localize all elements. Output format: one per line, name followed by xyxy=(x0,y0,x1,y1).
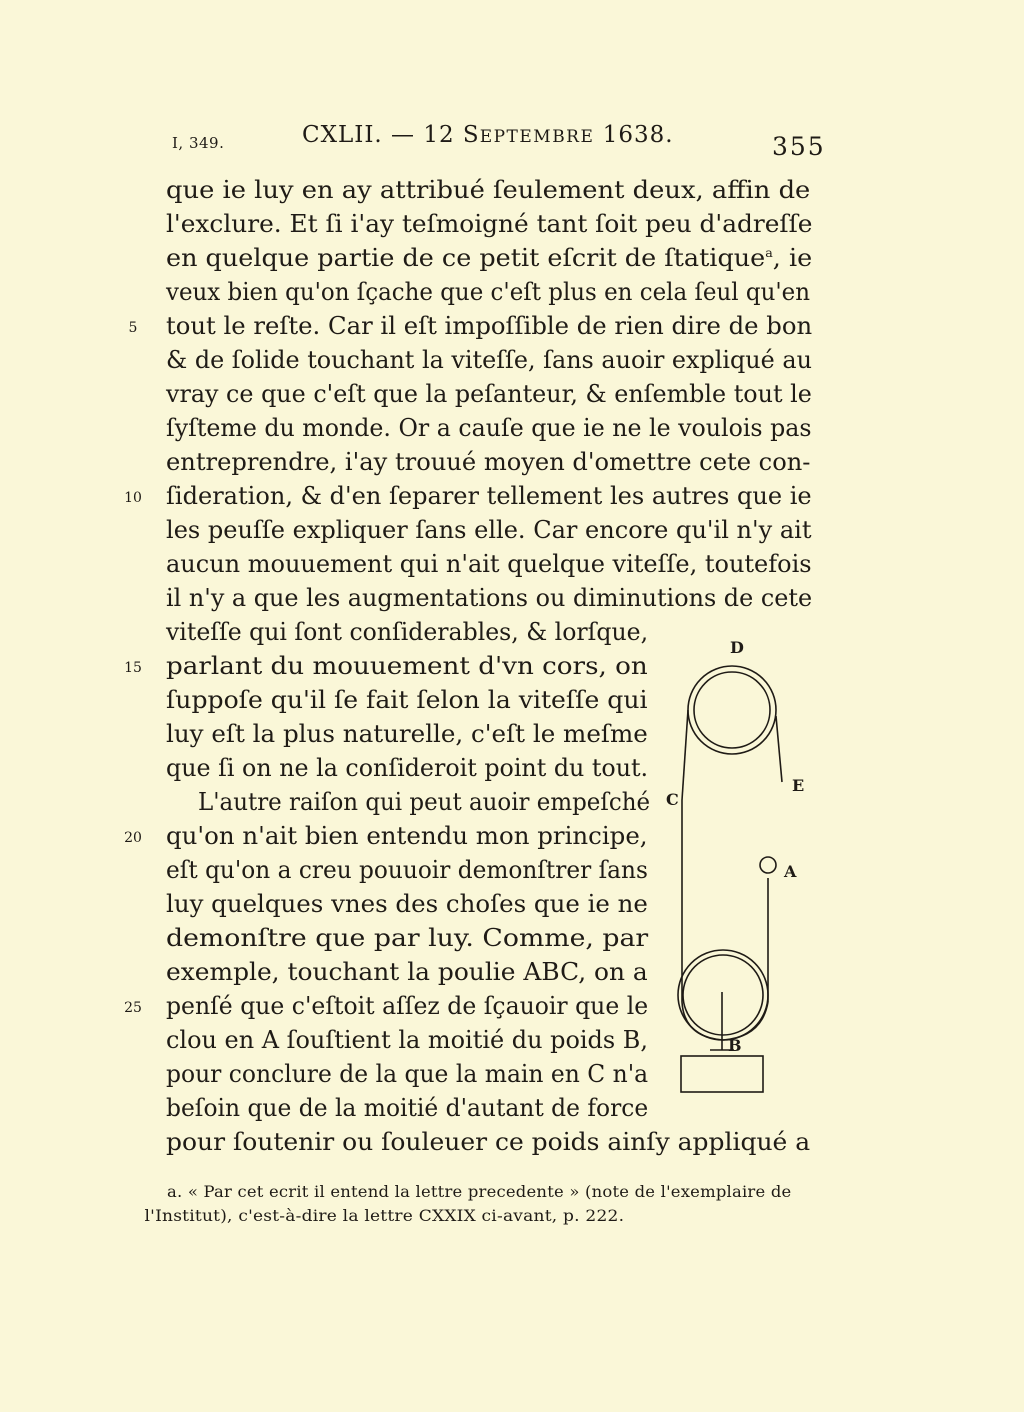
text-line: pour ſoutenir ou ſouleuer ce poids ainſy appliqué a xyxy=(166,1128,811,1156)
heading-year: 1638. xyxy=(594,122,674,148)
edition-reference: I, 349. xyxy=(172,134,225,152)
nail-a xyxy=(760,857,776,873)
text-line: beſoin que de la moitié d'autant de force xyxy=(166,1094,649,1122)
text-line: ſuppoſe qu'il ſe fait ſelon la viteſſe qui xyxy=(166,686,648,714)
text-line: luy quelques vnes des choſes que ie ne xyxy=(166,890,648,918)
page-number: 355 xyxy=(772,132,826,161)
label-e: E xyxy=(792,776,805,795)
text-line: ſideration, & d'en ſeparer tellement les autres que ie xyxy=(166,482,812,510)
text-line: qu'on n'ait bien entendu mon principe, xyxy=(166,822,648,850)
label-a: A xyxy=(784,862,797,881)
line-number: 20 xyxy=(124,830,142,846)
text-line: & de ſolide touchant la viteſſe, ſans auoir expliqué au xyxy=(166,346,812,374)
text-line: aucun mouuement qui n'ait quelque viteſſe, toutefois xyxy=(166,550,812,578)
text-line: demonſtre que par luy. Comme, par xyxy=(166,924,649,952)
text-line: luy eſt la plus naturelle, c'eſt le meſme xyxy=(166,720,648,748)
heading-month: EPTEMBRE xyxy=(479,127,595,147)
text-line: vray ce que c'eſt que la peſanteur, & enſemble tout le xyxy=(166,380,812,408)
label-c: C xyxy=(666,790,679,809)
upper-pulley-outer xyxy=(688,666,776,754)
lower-pulley-inner xyxy=(683,955,763,1035)
line-text: en quelque partie de ce petit eſcrit de ſtatique xyxy=(166,244,766,272)
text-line: que ſi on ne la conſideroit point du tout. xyxy=(166,754,649,782)
text-line: exemple, touchant la poulie ABC, on a xyxy=(166,958,648,986)
footnote-line: l'Institut), c'est-à-dire la lettre CXXIX ci-avant, p. 222. xyxy=(144,1207,625,1225)
text-line: il n'y a que les augmentations ou diminutions de cete xyxy=(166,584,813,612)
weight-b xyxy=(681,1056,763,1092)
upper-pulley-inner xyxy=(694,672,770,748)
text-line: veux bien qu'on ſçache que c'eſt plus en cela ſeul qu'en xyxy=(166,278,810,306)
footnote-marker: a xyxy=(765,246,773,260)
text-line: viteſſe qui ſont conſiderables, & lorſque, xyxy=(166,618,649,646)
text-line: entreprendre, i'ay trouué moyen d'omettre cete con- xyxy=(166,448,811,476)
text-line: ſyſteme du monde. Or a cauſe que ie ne le voulois pas xyxy=(166,414,812,442)
line-number: 15 xyxy=(124,660,142,676)
text-line: L'autre raiſon qui peut auoir empeſché xyxy=(198,788,651,816)
footnote-line: a. « Par cet ecrit il entend la lettre precedente » (note de l'exemplaire de xyxy=(166,1183,792,1201)
line-number: 10 xyxy=(124,490,142,506)
text-line: parlant du mouuement d'vn cors, on xyxy=(166,652,648,680)
label-b: B xyxy=(728,1036,742,1055)
text-line: clou en A ſouſtient la moitié du poids B, xyxy=(166,1026,648,1054)
rope-c-upper xyxy=(682,710,688,800)
letter-heading xyxy=(302,122,674,148)
text-line: eſt qu'on a creu pouuoir demonſtrer ſans xyxy=(166,856,648,884)
text-line: pour conclure de la que la main en C n'a xyxy=(166,1060,649,1088)
line-number: 25 xyxy=(124,1000,142,1016)
line-number: 5 xyxy=(128,320,138,336)
line-text-tail: , ie xyxy=(772,244,813,272)
heading-main: CXLII. — 12 S xyxy=(302,122,480,148)
text-line: que ie luy en ay attribué ſeulement deux, affin de xyxy=(166,176,811,204)
text-line-with-footnote xyxy=(166,241,812,275)
rope-e xyxy=(776,716,782,782)
pulley-figure xyxy=(650,632,820,1102)
text-line: les peuſſe expliquer ſans elle. Car encore qu'il n'y ait xyxy=(166,516,812,544)
text-line: tout le reſte. Car il eſt impoſſible de rien dire de bon xyxy=(166,312,813,340)
running-head xyxy=(0,122,1024,162)
text-line: penſé que c'eſtoit aſſez de ſçauoir que le xyxy=(166,992,649,1020)
text-line: l'exclure. Et ſi i'ay teſmoigné tant ſoit peu d'adreſſe xyxy=(166,210,813,238)
label-d: D xyxy=(730,638,744,657)
